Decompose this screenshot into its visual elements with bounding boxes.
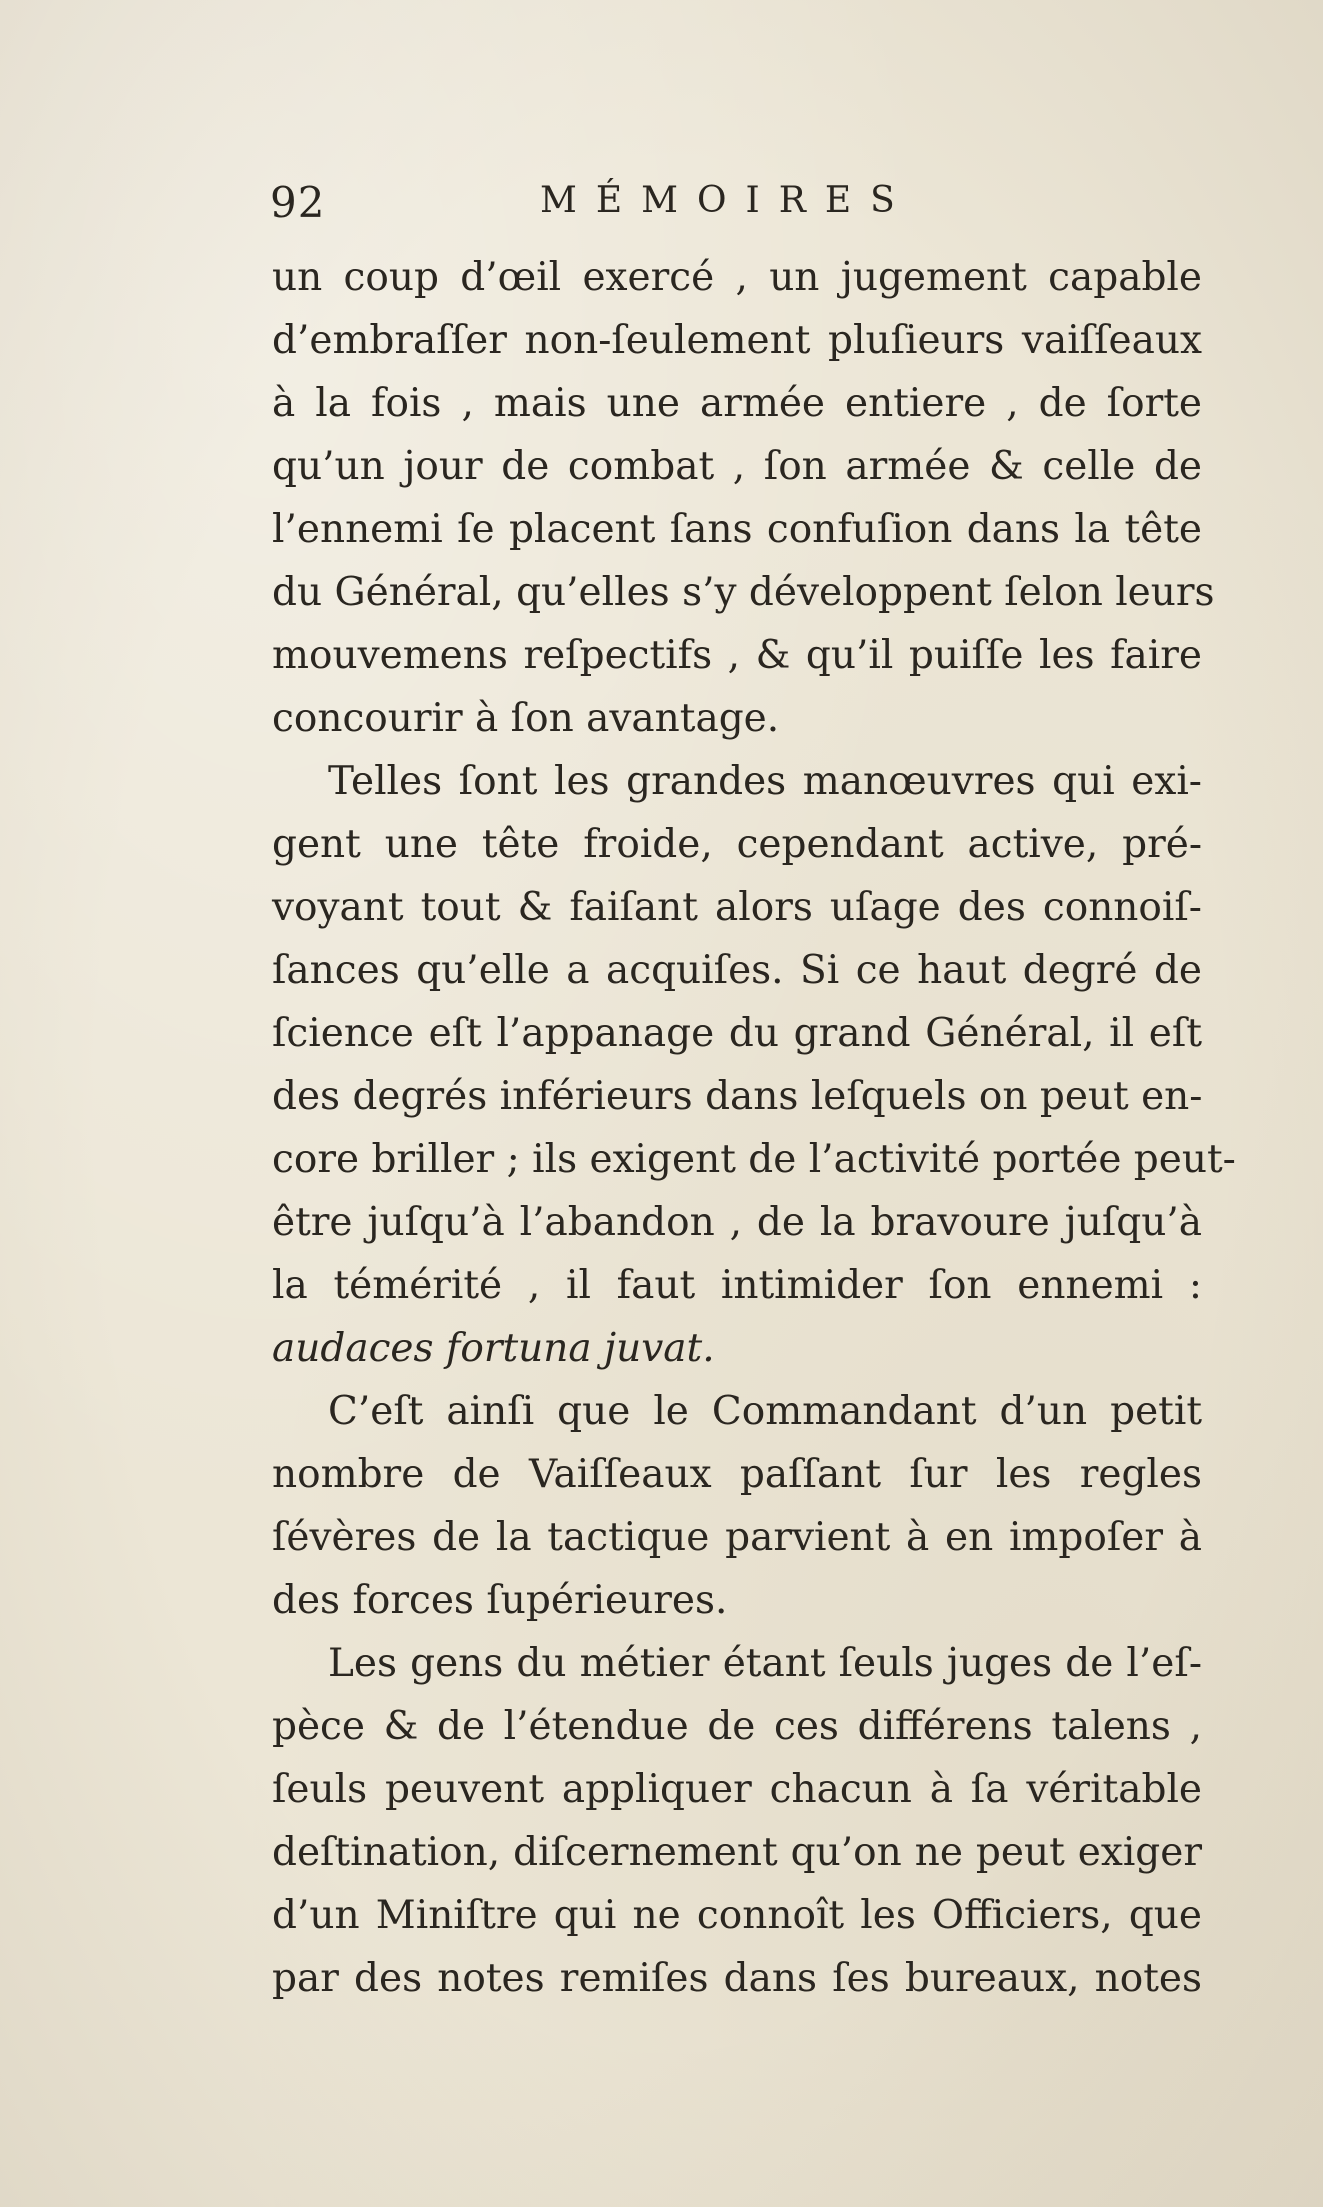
text-line: C’eſt ainſi que le Commandant d’un petit — [328, 1389, 1202, 1434]
text-line: gent une tête froide, cependant active, pré- — [272, 822, 1202, 867]
text-line: ſances qu’elle a acquiſes. Si ce haut degré de — [272, 948, 1202, 993]
text-line: du Général, qu’elles s’y développent ſelon leurs — [272, 570, 1215, 615]
running-head — [270, 178, 1220, 238]
text-line: mouvemens reſpectifs , & qu’il puiſſe les faire — [272, 633, 1202, 678]
running-title: MÉMOIRES — [540, 180, 914, 221]
text-line: Telles ſont les grandes manœuvres qui exi- — [328, 759, 1202, 804]
text-line: voyant tout & faiſant alors uſage des connoiſ- — [272, 885, 1202, 930]
text-line: d’un Miniſtre qui ne connoît les Officiers, que — [272, 1893, 1202, 1938]
text-line: des degrés inférieurs dans leſquels on peut en- — [272, 1074, 1203, 1119]
text-line: à la fois , mais une armée entiere , de ſorte — [272, 381, 1202, 426]
text-line: être juſqu’à l’abandon , de la bravoure juſqu’à — [272, 1200, 1202, 1245]
text-line: l’ennemi ſe placent ſans confuſion dans la tête — [272, 507, 1202, 552]
text-line: des forces ſupérieures. — [272, 1578, 728, 1623]
text-line: pèce & de l’étendue de ces différens talens , — [272, 1704, 1202, 1749]
text-line: un coup d’œil exercé , un jugement capable — [272, 255, 1202, 300]
text-line: deſtination, diſcernement qu’on ne peut exiger — [272, 1830, 1202, 1875]
latin-quote: audaces fortuna juvat. — [272, 1326, 715, 1371]
text-line: d’embraſſer non-ſeulement pluſieurs vaiſſeaux — [272, 318, 1202, 363]
text-line: concourir à ſon avantage. — [272, 696, 780, 741]
text-line: par des notes remiſes dans ſes bureaux, notes — [272, 1956, 1202, 2001]
page-number: 92 — [270, 178, 326, 227]
text-line: qu’un jour de combat , ſon armée & celle de — [272, 444, 1202, 489]
text-line: core briller ; ils exigent de l’activité portée peut- — [272, 1137, 1236, 1182]
text-line: nombre de Vaiſſeaux paſſant ſur les regles — [272, 1452, 1202, 1497]
text-line: ſeuls peuvent appliquer chacun à ſa véritable — [272, 1767, 1202, 1812]
text-line: ſcience eſt l’appanage du grand Général, il eſt — [272, 1011, 1202, 1056]
text-line: la témérité , il faut intimider ſon ennemi : — [272, 1263, 1202, 1308]
text-line: Les gens du métier étant ſeuls juges de l’eſ- — [328, 1641, 1202, 1686]
body-text — [272, 246, 1236, 2010]
text-line: ſévères de la tactique parvient à en impoſer à — [272, 1515, 1202, 1560]
